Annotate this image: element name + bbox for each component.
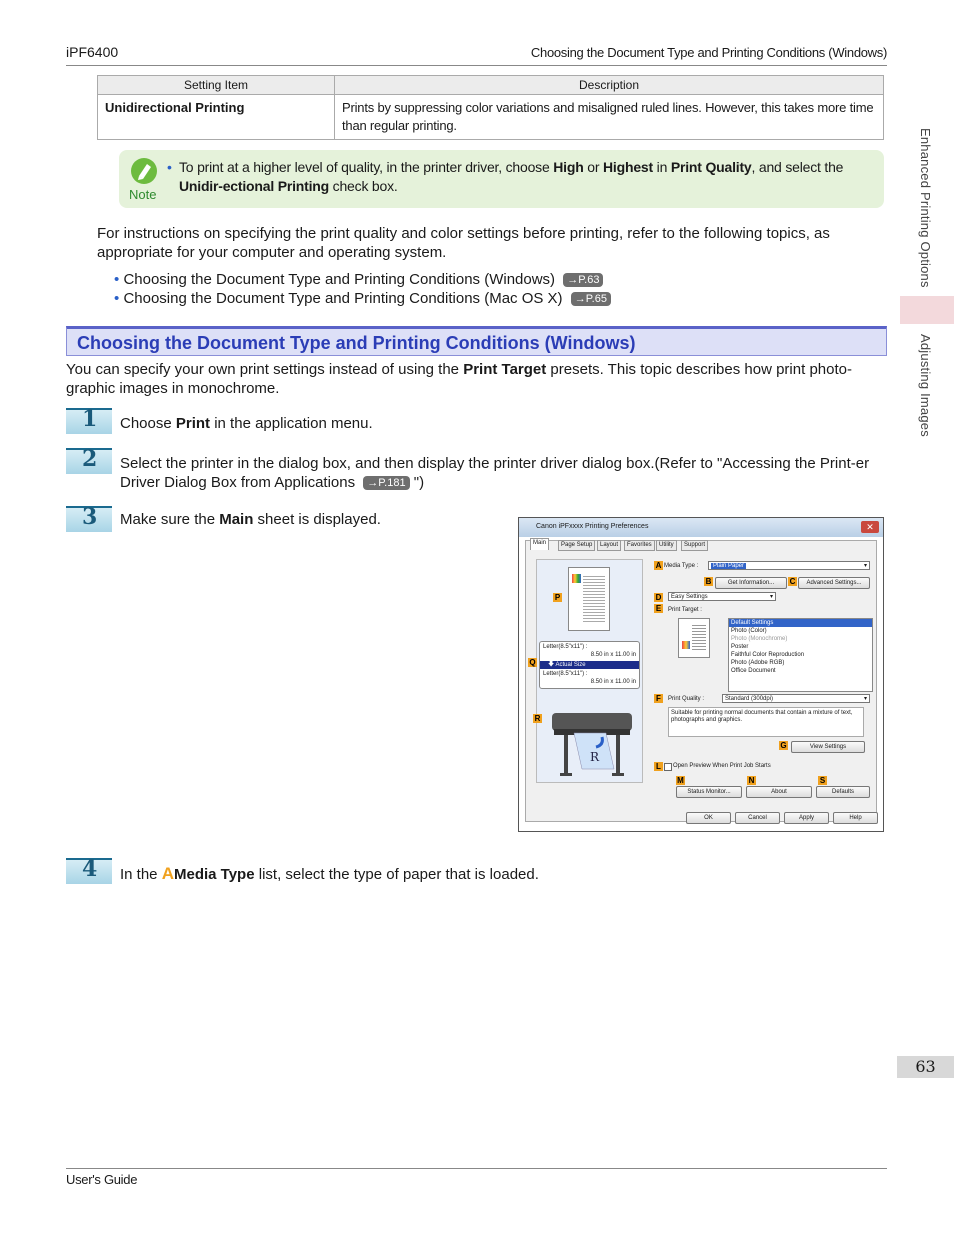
page-link[interactable]: →P.63 <box>563 273 603 287</box>
tab-utility[interactable]: Utility <box>656 540 677 551</box>
bullet-icon: • <box>167 159 172 175</box>
description-box: Suitable for printing normal documents that contain a mixture of text, photographs and graphics. <box>668 707 864 737</box>
print-target-thumbnail <box>678 618 710 658</box>
open-preview-label: Open Preview When Print Job Starts <box>673 763 771 769</box>
marker-b: B <box>705 577 712 586</box>
marker-s: S <box>819 776 826 785</box>
table-cell-item: Unidirectional Printing <box>98 95 335 140</box>
page-number: 63 <box>897 1056 954 1078</box>
sidebar-chapter: Enhanced Printing Options <box>918 128 933 288</box>
printing-preferences-dialog <box>518 517 884 832</box>
print-target-list[interactable] <box>728 618 873 692</box>
step-4-text: In the AMedia Type list, select the type of paper that is loaded. <box>120 864 539 883</box>
advanced-settings-button[interactable]: Advanced Settings... <box>798 577 870 589</box>
marker-p: P <box>554 593 561 602</box>
status-monitor-button[interactable]: Status Monitor... <box>676 786 742 798</box>
marker-m: M <box>677 776 684 785</box>
note-label: Note <box>129 187 157 202</box>
section-heading: Choosing the Document Type and Printing Conditions (Windows) <box>66 326 887 356</box>
page-preview-image <box>568 567 610 631</box>
tab-layout[interactable]: Layout <box>597 540 621 551</box>
header-section: Choosing the Document Type and Printing Conditions (Windows) <box>530 45 887 60</box>
list-item[interactable]: • Choosing the Document Type and Printing Conditions (Mac OS X) →P.65 <box>114 289 874 308</box>
list-item[interactable]: Photo (Color) <box>731 628 767 634</box>
table-cell-description: Prints by suppressing color variations and misaligned ruled lines. However, this takes more time than regular printing. <box>335 95 884 140</box>
link-list <box>114 270 874 308</box>
print-target-label: Print Target : <box>668 607 702 613</box>
table-header-item: Setting Item <box>98 76 335 95</box>
header-model: iPF6400 <box>66 44 119 60</box>
footer-text: User's Guide <box>66 1172 138 1187</box>
sidebar-section: Adjusting Images <box>918 334 933 437</box>
chevron-down-icon: ▾ <box>769 594 773 600</box>
tab-page-setup[interactable]: Page Setup <box>558 540 595 551</box>
close-icon[interactable]: ✕ <box>861 521 879 533</box>
step-3-text: Make sure the Main sheet is displayed. <box>120 511 381 528</box>
list-item[interactable]: Faithful Color Reproduction <box>731 652 805 658</box>
note-text: • To print at a higher level of quality, in the printer driver, choose High or Highest in Print Quality, and select the Unidir-ectional Printing check box. <box>167 159 844 194</box>
print-quality-select[interactable]: Standard (300dpi) ▾ <box>722 694 870 703</box>
tab-support[interactable]: Support <box>681 540 708 551</box>
help-button[interactable]: Help <box>833 812 878 824</box>
marker-c: C <box>789 577 796 586</box>
table-header-description: Description <box>335 76 884 95</box>
marker-f: F <box>654 694 663 703</box>
settings-table <box>97 75 884 140</box>
list-item[interactable]: Default Settings <box>729 619 872 627</box>
tab-main[interactable]: Main <box>530 538 549 550</box>
dialog-body <box>525 540 877 822</box>
chevron-down-icon: ▾ <box>863 563 867 569</box>
about-button[interactable]: About <box>746 786 812 798</box>
list-item[interactable]: Poster <box>731 644 749 650</box>
marker-g: G <box>780 741 787 750</box>
page-link[interactable]: →P.181 <box>363 476 409 490</box>
printer-image <box>544 699 639 779</box>
marker-e: E <box>655 604 662 613</box>
section-intro: You can specify your own print settings instead of using the Print Target presets. This topic describes how print photo-graphic images in monochrome. <box>66 361 852 397</box>
marker-d: D <box>655 593 662 602</box>
step-number: 3 <box>66 506 112 532</box>
note-pencil-icon <box>131 158 157 184</box>
step-number: 4 <box>66 858 112 884</box>
header-rule <box>66 65 887 66</box>
list-item[interactable]: • Choosing the Document Type and Printing Conditions (Windows) →P.63 <box>114 270 874 289</box>
note-box <box>119 150 884 208</box>
media-type-select[interactable]: Plain Paper ▾ <box>708 561 870 570</box>
table-row <box>98 95 884 140</box>
chevron-down-icon: ▾ <box>863 696 867 702</box>
marker-n: N <box>748 776 755 785</box>
dialog-titlebar: Canon iPFxxxx Printing Preferences ✕ <box>519 518 883 537</box>
open-preview-checkbox[interactable] <box>664 763 672 771</box>
bullet-icon: • <box>114 290 120 307</box>
intro-paragraph: For instructions on specifying the print quality and color settings before printing, refer to the following topics, as appropriate for your computer and operating system. <box>97 225 830 261</box>
sidebar-highlight <box>900 296 954 324</box>
list-item[interactable]: Photo (Adobe RGB) <box>731 660 785 666</box>
paper-size-info: Letter(8.5"x11") : 8.50 in x 11.00 in 🡇 Actual Size Letter(8.5"x11") : 8.50 in x 11.00 in <box>539 641 640 689</box>
page-link[interactable]: →P.65 <box>571 292 611 306</box>
view-settings-button[interactable]: View Settings <box>791 741 865 753</box>
step-number: 2 <box>66 448 112 474</box>
ok-button[interactable]: OK <box>686 812 731 824</box>
svg-text:R: R <box>590 750 600 764</box>
media-type-label: Media Type : <box>664 563 699 569</box>
easy-settings-select[interactable]: Easy Settings ▾ <box>668 592 776 601</box>
get-information-button[interactable]: Get Information... <box>715 577 787 589</box>
tab-favorites[interactable]: Favorites <box>624 540 655 551</box>
marker-a-inline: A <box>161 864 174 883</box>
bullet-icon: • <box>114 271 120 288</box>
cancel-button[interactable]: Cancel <box>735 812 780 824</box>
arrow-down-icon: 🡇 <box>548 662 555 668</box>
apply-button[interactable]: Apply <box>784 812 829 824</box>
marker-l: L <box>654 762 663 771</box>
step-number: 1 <box>66 408 112 434</box>
marker-q: Q <box>529 658 536 667</box>
marker-a: A <box>655 561 662 570</box>
defaults-button[interactable]: Defaults <box>816 786 870 798</box>
list-item[interactable]: Office Document <box>731 668 776 674</box>
marker-r: R <box>534 714 541 723</box>
footer-rule <box>66 1168 887 1169</box>
print-quality-label: Print Quality : <box>668 696 705 702</box>
step-1-text: Choose Print in the application menu. <box>120 415 373 432</box>
step-2-text: Select the printer in the dialog box, and then display the printer driver dialog box.(Refer to "Accessing the Print-er Driver Dialog Box from Applications →P.181 ") <box>120 455 870 491</box>
list-item[interactable]: Photo (Monochrome) <box>731 636 788 642</box>
